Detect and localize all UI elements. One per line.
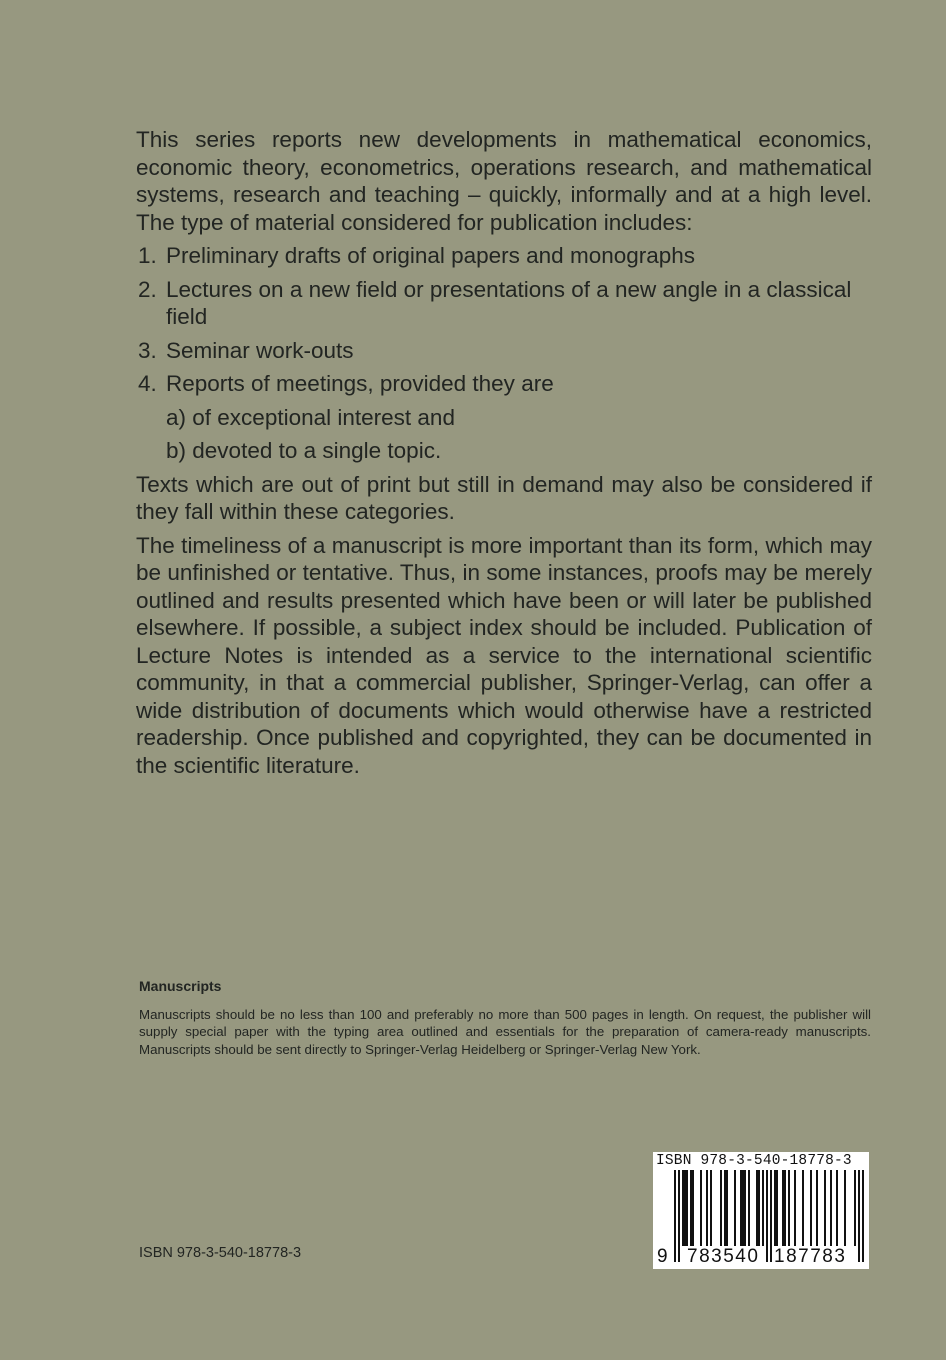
isbn-barcode <box>653 1152 869 1269</box>
sub-list-text: of exceptional interest and <box>192 404 455 430</box>
barcode-bar <box>724 1170 726 1246</box>
sub-list-item <box>166 437 872 465</box>
barcode-bar <box>686 1170 688 1246</box>
sub-list-item <box>166 404 872 432</box>
barcode-bar <box>678 1170 680 1262</box>
list-item <box>136 337 872 365</box>
list-text: Preliminary drafts of original papers and monographs <box>166 243 696 268</box>
barcode-bar <box>830 1170 832 1246</box>
barcode-bar <box>858 1170 860 1262</box>
list-number: 3. <box>138 337 157 363</box>
barcode-bar <box>748 1170 750 1246</box>
barcode-bar <box>776 1170 778 1246</box>
sub-list-letter: a) <box>166 404 187 430</box>
list-text: Reports of meetings, provided they are <box>166 371 554 396</box>
barcode-left-digits: 783540 <box>687 1246 760 1267</box>
barcode-bar <box>758 1170 760 1246</box>
sub-list-text: devoted to a single topic. <box>192 438 442 463</box>
list-number: 1. <box>138 243 157 268</box>
barcode-bar <box>782 1170 784 1246</box>
manuscripts-text: Manuscripts should be no less than 100 and preferably no more than 500 pages in length. On request, the publisher will supply special paper with the typing area outlined and essentials for the preparation of camera-ready manuscripts. Manuscripts should be sent directly to Springer-Verlag Heidelberg or Springer-Verlag New York. <box>139 1006 871 1057</box>
barcode-bar <box>720 1170 722 1246</box>
barcode-bar <box>692 1170 694 1246</box>
barcode-bar <box>682 1170 684 1246</box>
manuscripts-heading: Manuscripts <box>139 978 222 994</box>
barcode-isbn-label: ISBN 978-3-540-18778-3 <box>656 1153 852 1169</box>
barcode-bar <box>744 1170 746 1246</box>
barcode-bar <box>766 1170 768 1262</box>
barcode-bar <box>674 1170 676 1262</box>
barcode-bar <box>824 1170 826 1246</box>
barcode-bar <box>756 1170 758 1246</box>
barcode-bar <box>788 1170 790 1246</box>
barcode-bar <box>810 1170 812 1246</box>
barcode-bar <box>706 1170 708 1246</box>
list-text: Seminar work-outs <box>166 337 354 363</box>
barcode-bar <box>710 1170 712 1246</box>
list-number: 2. <box>138 276 157 302</box>
series-description <box>136 126 872 785</box>
barcode-first-digit: 9 <box>657 1246 670 1267</box>
list-item <box>136 370 872 465</box>
barcode-bar <box>802 1170 804 1246</box>
list-text: Lectures on a new field or presentations of a new angle in a classical field <box>166 276 852 329</box>
barcode-right-digits: 187783 <box>774 1246 847 1267</box>
list-number: 4. <box>138 371 157 396</box>
barcode-bar <box>862 1170 864 1262</box>
timeliness-paragraph: The timeliness of a manuscript is more important than its form, which may be unfinished or tentative. Thus, in some instances, proofs may be merely outlined and results presented which have been or will later be published elsewhere. If possible, a subject index should be included. Publication of Lecture Notes is intended as a service to the international scientific community, in that a commercial publisher, Springer-Verlag, can offer a wide distribution of documents which would otherwise have a restricted readership. Once published and copyrighted, they can be documented in the scientific literature. <box>136 532 872 778</box>
barcode-bar <box>700 1170 702 1246</box>
barcode-bar <box>726 1170 728 1246</box>
list-item <box>136 276 872 331</box>
barcode-bar <box>836 1170 838 1246</box>
manuscripts-section <box>139 978 871 1058</box>
sub-list-letter: b) <box>166 438 187 463</box>
barcode-bar <box>770 1170 772 1262</box>
barcode-bar <box>690 1170 692 1246</box>
barcode-bar <box>684 1170 686 1246</box>
barcode-bar <box>734 1170 736 1246</box>
intro-paragraph: This series reports new developments in mathematical economics, economic theory, econometrics, operations research, and mathematical systems, research and teaching – quickly, informally and at a high level. The type of material considered for publication includes: <box>136 127 872 235</box>
barcode-bar <box>816 1170 818 1246</box>
material-list <box>136 242 872 465</box>
sub-list <box>166 404 872 465</box>
out-of-print-paragraph: Texts which are out of print but still in demand may also be considered if they fall within these categories. <box>136 471 872 524</box>
barcode-bar <box>742 1170 744 1246</box>
barcode-bar <box>774 1170 776 1246</box>
barcode-bar <box>794 1170 796 1246</box>
barcode-bar <box>844 1170 846 1246</box>
isbn-label: ISBN 978-3-540-18778-3 <box>139 1245 302 1261</box>
list-item <box>136 242 872 270</box>
barcode-bar <box>784 1170 786 1246</box>
barcode-bar <box>854 1170 856 1246</box>
barcode-bar <box>762 1170 764 1246</box>
barcode-bar <box>740 1170 742 1246</box>
